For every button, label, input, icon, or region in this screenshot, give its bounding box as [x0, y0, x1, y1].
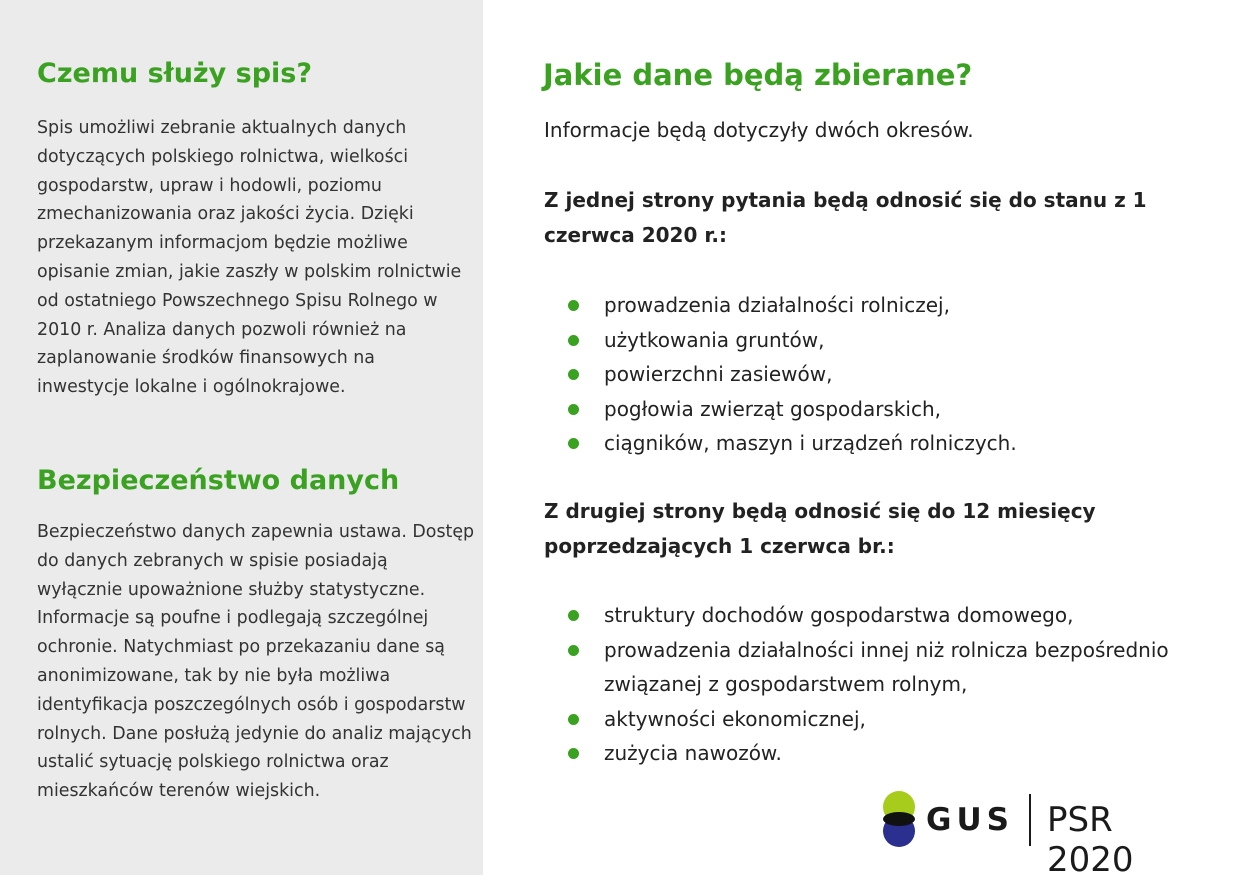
list-item — [544, 392, 1224, 427]
subheading-current-state: Z jednej strony pytania będą odnosić się do stanu z 1 czerwca 2020 r.: — [544, 188, 1147, 247]
intro-text: Informacje będą dotyczyły dwóch okresów. — [544, 118, 974, 142]
bullet-icon — [568, 438, 579, 449]
list-item-text: zużycia nawozów. — [604, 741, 782, 765]
bullet-icon — [568, 369, 579, 380]
section-body-purpose: Spis umożliwi zebranie aktualnych danych dotyczących polskiego rolnictwa, wielkości gospodarstw, upraw i hodowli, poziomu zmechanizowania oraz jakości życia. Dzięki przekazanym informacjom będzie możliwe opisanie zmian, jakie zaszły w polskim rolnictwie od ostatniego Powszechnego Spisu Rolnego w 2010 r. Analiza danych pozwoli również na zaplanowanie środków finansowych na inwestycje lokalne i ogólnokrajowe. — [37, 118, 462, 398]
page-title: Jakie dane będą zbierane? — [543, 58, 973, 92]
list-item — [544, 702, 1224, 737]
bullet-icon — [568, 645, 579, 656]
list-item-text: pogłowia zwierząt gospodarskich, — [604, 396, 942, 421]
list-item-text: prowadzenia działalności rolniczej, — [604, 293, 950, 317]
gus-logo-mark-icon — [880, 790, 920, 850]
list-item-text: użytkowania gruntów, — [604, 327, 825, 352]
right-panel — [483, 0, 1243, 875]
list-current-state — [544, 288, 1224, 461]
list-item-text: prowadzenia działalności innej niż rolnicza bezpośrednio związanej z gospodarstwem rolnym, — [604, 637, 1169, 696]
list-item — [544, 357, 1224, 392]
list-item — [544, 633, 1224, 702]
list-previous-12-months — [544, 598, 1224, 771]
subheading-previous-12-months: Z drugiej strony będą odnosić się do 12 miesięcy poprzedzających 1 czerwca br.: — [544, 499, 1096, 558]
left-panel — [0, 0, 483, 875]
list-item — [544, 323, 1224, 358]
list-item-text: powierzchni zasiewów, — [604, 362, 833, 386]
logo-divider — [1029, 794, 1031, 846]
bullet-icon — [568, 748, 579, 759]
section-title-purpose: Czemu służy spis? — [37, 58, 313, 89]
psr-wordmark: PSR 2020 — [1047, 800, 1134, 880]
list-item — [544, 736, 1224, 771]
bullet-icon — [568, 404, 579, 415]
gus-wordmark: GUS — [926, 802, 1014, 838]
list-item — [544, 288, 1224, 323]
list-item-text: aktywności ekonomicznej, — [604, 706, 866, 731]
gus-psr-logo — [880, 790, 1210, 880]
list-item-text: ciągników, maszyn i urządzeń rolniczych. — [604, 431, 1017, 455]
list-item — [544, 426, 1224, 461]
section-title-security: Bezpieczeństwo danych — [37, 465, 400, 496]
bullet-icon — [568, 610, 579, 621]
list-item — [544, 598, 1224, 633]
section-body-security: Bezpieczeństwo danych zapewnia ustawa. Dostęp do danych zebranych w spisie posiadają wyłącznie upoważnione służby statystyczne. Informacje są poufne i podlegają szczególnej ochronie. Natychmiast po przekazaniu dane są anonimizowane, tak by nie była możliwa identyfikacja poszczególnych osób i gospodarstw rolnych. Dane posłużą jedynie do analiz mających ustalić sytuację polskiego rolnictwa oraz mieszkańców terenów wiejskich. — [37, 522, 475, 802]
bullet-icon — [568, 714, 579, 725]
bullet-icon — [568, 335, 579, 346]
list-item-text: struktury dochodów gospodarstwa domowego, — [604, 603, 1074, 627]
bullet-icon — [568, 300, 579, 311]
